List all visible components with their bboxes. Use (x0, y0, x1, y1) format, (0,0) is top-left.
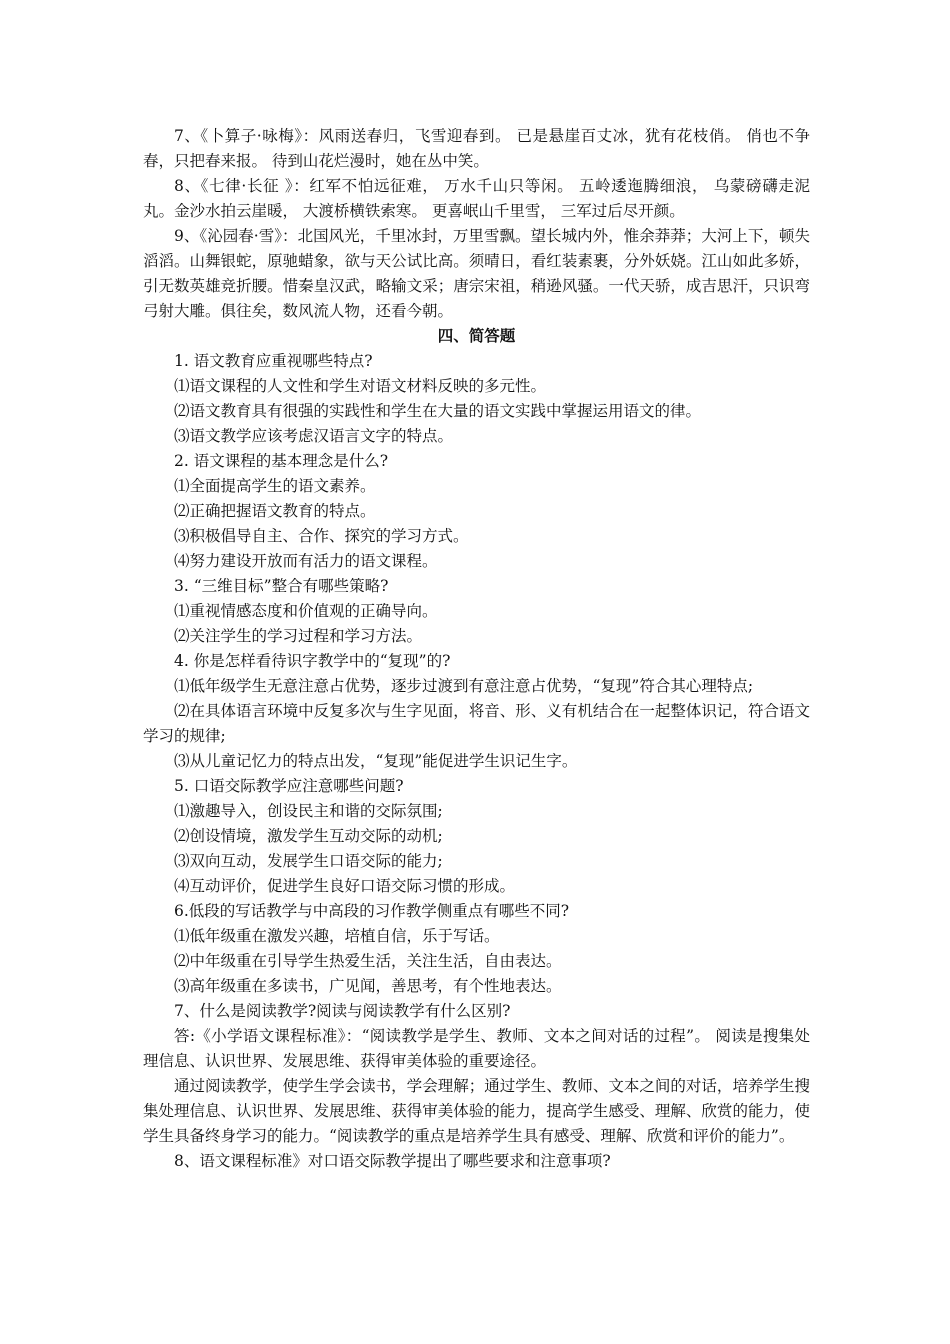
answer-item: ⑴激趣导入，创设民主和谐的交际氛围; (174, 802, 443, 820)
answer-paragraph: 答:《小学语文课程标准》：“阅读教学是学生、教师、文本之间对话的过程”。 阅读是搜集处理信息、认识世界、发展思维、获得审美体验的重要途径。 (143, 1027, 810, 1070)
question-1: 1. 语文教育应重视哪些特点? (174, 352, 373, 370)
answer-item: ⑶语文教学应该考虑汉语言文字的特点。 (174, 427, 454, 445)
answer-item: ⑷努力建设开放而有活力的语文课程。 (174, 552, 438, 570)
answer-item: ⑵在具体语言环境中反复多次与生字见面，将音、形、义有机结合在一起整体识记，符合语文学习的规律; (143, 702, 810, 745)
question-7: 7、什么是阅读教学?阅读与阅读教学有什么区别? (174, 1002, 511, 1020)
answer-item: ⑷互动评价，促进学生良好口语交际习惯的形成。 (174, 877, 516, 895)
answer-item: ⑶双向互动，发展学生口语交际的能力; (174, 852, 443, 870)
document-page (143, 124, 810, 1174)
poem-7: 7、《卜算子·咏梅》：风雨送春归，飞雪迎春到。 已是悬崖百丈冰，犹有花枝俏。 俏也不争春，只把春来报。 待到山花烂漫时，她在丛中笑。 (143, 127, 810, 170)
answer-item: ⑴全面提高学生的语文素养。 (174, 477, 376, 495)
question-3: 3. “三维目标”整合有哪些策略? (174, 577, 389, 595)
answer-item: ⑶高年级重在多读书，广见闻，善思考，有个性地表达。 (174, 977, 562, 995)
question-8: 8、语文课程标准》对口语交际教学提出了哪些要求和注意事项? (174, 1152, 611, 1170)
question-2: 2. 语文课程的基本理念是什么? (174, 452, 389, 470)
question-4: 4. 你是怎样看待识字教学中的“复现”的? (174, 652, 451, 670)
poem-8: 8、《七律·长征 》：红军不怕远征难， 万水千山只等闲。 五岭逶迤腾细浪， 乌蒙磅礴走泥丸。金沙水拍云崖暖， 大渡桥横铁索寒。 更喜岷山千里雪， 三军过后尽开颜。 (143, 177, 810, 220)
answer-item: ⑶从儿童记忆力的特点出发，“复现”能促进学生识记生字。 (174, 752, 578, 770)
answer-item: ⑴语文课程的人文性和学生对语文材料反映的多元性。 (174, 377, 547, 395)
answer-item: ⑵中年级重在引导学生热爱生活，关注生活，自由表达。 (174, 952, 562, 970)
answer-item: ⑵正确把握语文教育的特点。 (174, 502, 376, 520)
answer-item: ⑶积极倡导自主、合作、探究的学习方式。 (174, 527, 469, 545)
answer-item: ⑴重视情感态度和价值观的正确导向。 (174, 602, 438, 620)
answer-item: ⑵创设情境，激发学生互动交际的动机; (174, 827, 443, 845)
answer-item: ⑴低年级学生无意注意占优势，逐步过渡到有意注意占优势，“复现”符合其心理特点; (174, 677, 754, 695)
answer-item: ⑴低年级重在激发兴趣，培植自信，乐于写话。 (174, 927, 500, 945)
answer-item: ⑵关注学生的学习过程和学习方法。 (174, 627, 423, 645)
poem-9: 9、《沁园春·雪》：北国风光，千里冰封，万里雪飘。望长城内外，惟余莽莽；大河上下，顿失滔滔。山舞银蛇，原驰蜡象，欲与天公试比高。须晴日，看红装素裹，分外妖娆。江山如此多娇，引无数英雄竞折腰。惜秦皇汉武，略输文采；唐宗宋祖，稍逊风骚。一代天骄，成吉思汗，只识弯弓射大雕。俱往矣，数风流人物，还看今朝。 (143, 227, 810, 320)
question-6: 6.低段的写话教学与中高段的习作教学侧重点有哪些不同? (174, 902, 570, 920)
question-5: 5. 口语交际教学应注意哪些问题? (174, 777, 404, 795)
answer-item: ⑵语文教育具有很强的实践性和学生在大量的语文实践中掌握运用语文的律。 (174, 402, 702, 420)
answer-paragraph: 通过阅读教学，使学生学会读书，学会理解；通过学生、教师、文本之间的对话，培养学生搜集处理信息、认识世界、发展思维、获得审美体验的能力，提高学生感受、理解、欣赏的能力，使学生具备终身学习的能力。“阅读教学的重点是培养学生具有感受、理解、欣赏和评价的能力”。 (143, 1077, 810, 1145)
section-title: 四、简答题 (437, 327, 516, 345)
